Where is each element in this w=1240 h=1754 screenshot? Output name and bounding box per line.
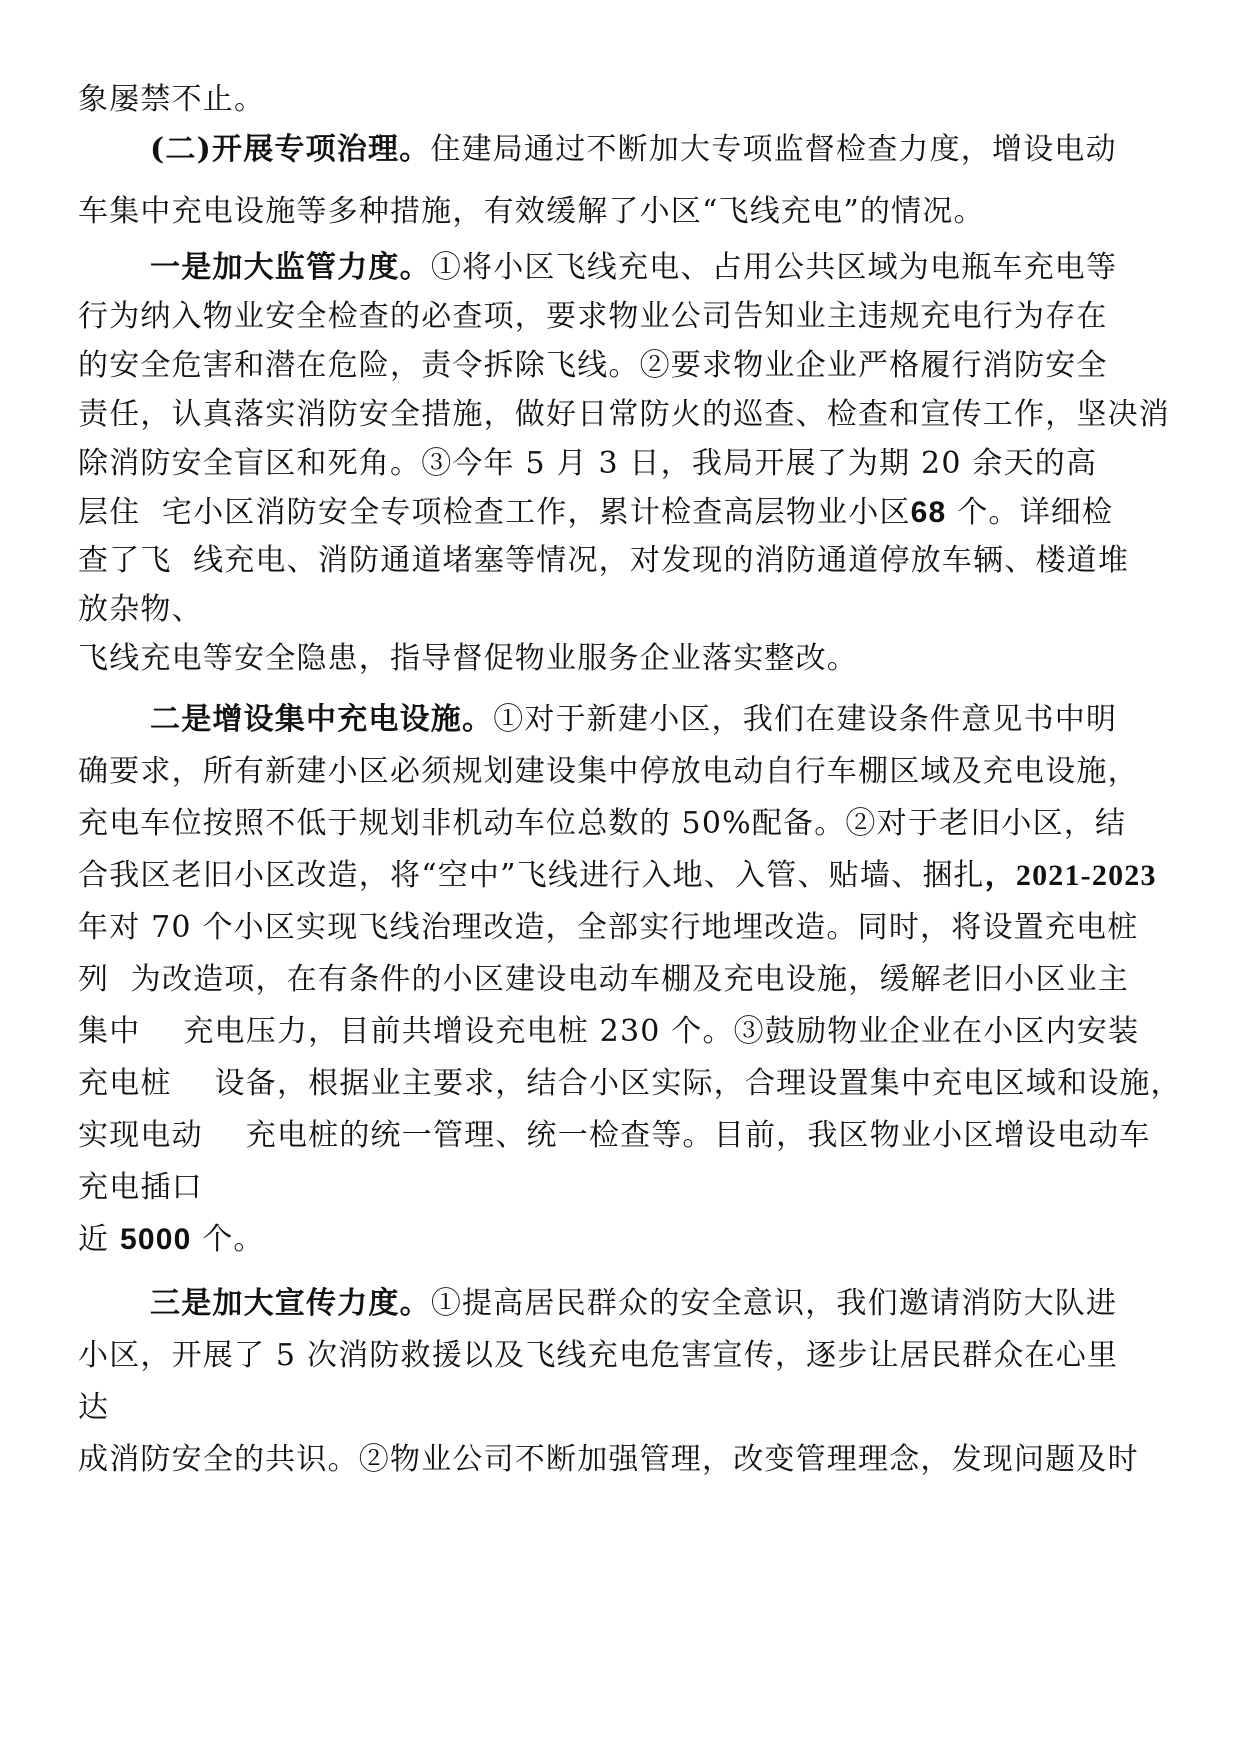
text-line: 集中 充电压力，目前共增设充电桩 230 个。③鼓励物业企业在小区内安装 — [78, 1014, 1140, 1049]
text-line: 实现电动 充电桩的统一管理、统一检查等。目前，我区物业小区增设电动车 — [78, 1118, 1151, 1153]
text-line: 确要求，所有新建小区必须规划建设集中停放电动自行车棚区域及充电设施， — [78, 754, 1139, 789]
text-line: 责任，认真落实消防安全措施，做好日常防火的巡查、检查和宣传工作，坚决消 — [78, 397, 1170, 432]
text-line: 达 — [78, 1390, 110, 1425]
bold-number: 5000 — [119, 1223, 192, 1256]
bold-year-range: ，2021-2023 — [984, 859, 1157, 892]
text-line: 车集中充电设施等多种措施，有效缓解了小区“飞线充电”的情况。 — [78, 194, 985, 229]
text-line: 象屡禁不止。 — [78, 82, 266, 117]
text-line: 年对 70 个小区实现飞线治理改造，全部实行地埋改造。同时，将设置充电桩 — [78, 910, 1139, 945]
text-line: 层住 宅小区消防安全专项检查工作，累计检查高层物业小区68 个。详细检 — [78, 495, 1114, 530]
text-line: 列 为改造项，在有条件的小区建设电动车棚及充电设施，缓解老旧小区业主 — [78, 962, 1130, 997]
paragraph-heading: 一是加大监管力度。 — [150, 250, 431, 285]
text-line: 飞线充电等安全隐患，指导督促物业服务企业落实整改。 — [78, 641, 858, 676]
text-line: 放杂物、 — [78, 592, 203, 627]
paragraph-heading: 二是增设集中充电设施。 — [150, 702, 494, 737]
text-line: 近 5000 个。 — [78, 1222, 265, 1257]
text-line: 充电桩 设备，根据业主要求，结合小区实际，合理设置集中充电区域和设施， — [78, 1066, 1182, 1101]
text-line: 充电车位按照不低于规划非机动车位总数的 50%配备。②对于老旧小区，结 — [78, 806, 1127, 841]
text-line: 查了飞 线充电、消防通道堵塞等情况，对发现的消防通道停放车辆、楼道堆 — [78, 543, 1130, 578]
bold-number: 68 — [910, 496, 947, 529]
text-line: 充电插口 — [78, 1170, 203, 1205]
paragraph-heading-line: 三是加大宣传力度。①提高居民群众的安全意识，我们邀请消防大队进 — [150, 1286, 1118, 1321]
text-line: 的安全危害和潜在危险，责令拆除飞线。②要求物业企业严格履行消防安全 — [78, 348, 1108, 383]
section-heading: (二)开展专项治理。 — [150, 132, 431, 167]
text-line: 小区，开展了 5 次消防救援以及飞线充电危害宣传，逐步让居民群众在心里 — [78, 1338, 1119, 1373]
text-line: 行为纳入物业安全检查的必查项，要求物业公司告知业主违规充电行为存在 — [78, 299, 1108, 334]
section-heading-line: (二)开展专项治理。住建局通过不断加大专项监督检查力度，增设电动 — [150, 132, 1117, 167]
paragraph-heading-line: 一是加大监管力度。①将小区飞线充电、占用公共区域为电瓶车充电等 — [150, 250, 1118, 285]
text-line: 成消防安全的共识。②物业公司不断加强管理，改变管理理念，发现问题及时 — [78, 1442, 1139, 1477]
text-line: 合我区老旧小区改造，将“空中”飞线进行入地、入管、贴墙、捆扎，2021-2023 — [78, 858, 1157, 893]
text-line: 除消防安全盲区和死角。③今年 5 月 3 日，我局开展了为期 20 余天的高 — [78, 446, 1098, 481]
paragraph-heading: 三是加大宣传力度。 — [150, 1286, 431, 1321]
paragraph-heading-line: 二是增设集中充电设施。①对于新建小区，我们在建设条件意见书中明 — [150, 702, 1118, 737]
